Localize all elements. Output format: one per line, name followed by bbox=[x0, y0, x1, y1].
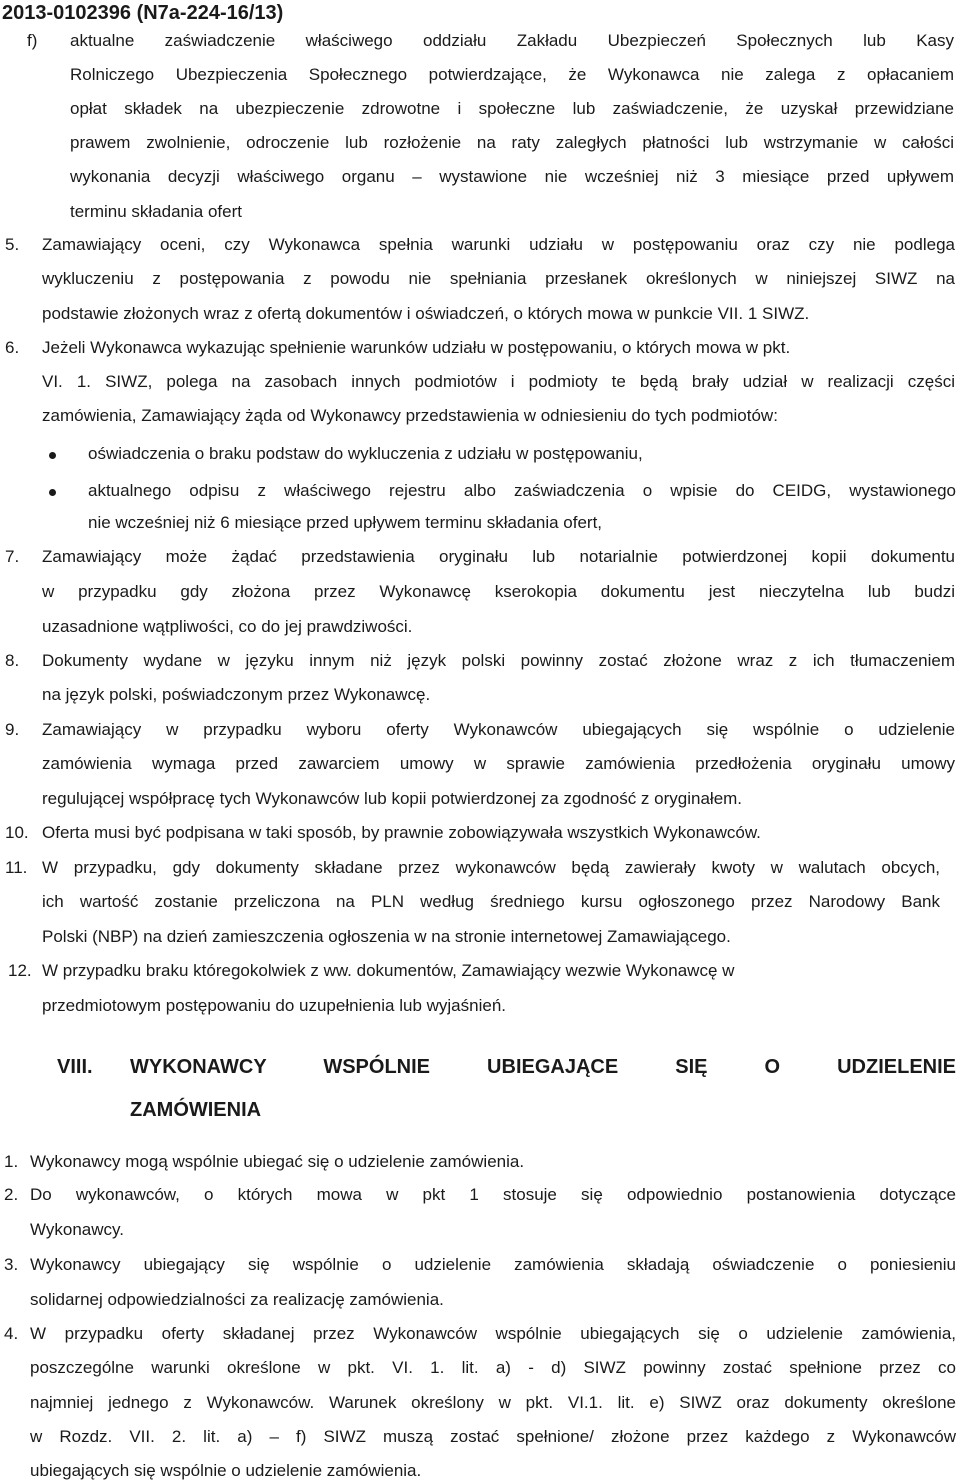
text-line: Oferta musi być podpisana w taki sposób, by prawnie zobowiązywała wszystkich Wykonawców. bbox=[42, 823, 761, 842]
text-line: W przypadku, gdy dokumenty składane przez wykonawców będą zawierały kwoty w walutach obcych, bbox=[42, 858, 940, 877]
text-line: Jeżeli Wykonawca wykazując spełnienie warunków udziału w postępowaniu, o których mowa w pkt. bbox=[42, 338, 791, 357]
bullet-icon bbox=[49, 489, 56, 496]
list-marker: 8. bbox=[5, 651, 20, 670]
text-line: nie wcześniej niż 6 miesiące przed upływem terminu składania ofert, bbox=[88, 513, 603, 532]
list-marker: 6. bbox=[5, 338, 20, 357]
text-line: uzasadnione wątpliwości, co do jej prawdziwości. bbox=[42, 617, 413, 636]
text-line: Dokumenty wydane w języku innym niż język polski powinny zostać złożone wraz z ich tłumaczeniem bbox=[42, 651, 955, 670]
text-line: Wykonawcy ubiegający się wspólnie o udzielenie zamówienia składają oświadczenie o poniesieniu bbox=[30, 1255, 956, 1274]
text-line: W przypadku oferty składanej przez Wykonawców wspólnie ubiegających się o udzielenie zamówienia, bbox=[30, 1324, 956, 1343]
text-line: Rolniczego Ubezpieczenia Społecznego potwierdzające, że Wykonawca nie zalega z opłacaniem bbox=[70, 65, 954, 84]
text-line: terminu składania ofert bbox=[70, 202, 242, 221]
text-line: aktualne zaświadczenie właściwego oddziału Zakładu Ubezpieczeń Społecznych lub Kasy bbox=[70, 31, 954, 50]
page-header: 2013-0102396 (N7a-224-16/13) bbox=[2, 2, 284, 24]
text-line: na język polski, poświadczonym przez Wykonawcę. bbox=[42, 685, 431, 704]
text-line: w Rozdz. VII. 2. lit. a) – f) SIWZ muszą zostać spełnione/ złożone przez każdego z Wykonawców bbox=[30, 1427, 956, 1446]
list-marker: 12. bbox=[8, 961, 32, 980]
list-marker: f) bbox=[27, 31, 38, 50]
text-line: zamówienia, Zamawiający żąda od Wykonawcy przedstawienia w odniesieniu do tych podmiotów: bbox=[42, 406, 778, 425]
text-line: przedmiotowym postępowaniu do uzupełnienia lub wyjaśnień. bbox=[42, 996, 506, 1015]
text-line: Wykonawcy mogą wspólnie ubiegać się o udzielenie zamówienia. bbox=[30, 1152, 525, 1171]
section-title-line: WYKONAWCY WSPÓLNIE UBIEGAJĄCE SIĘ O UDZIELENIE bbox=[130, 1056, 956, 1078]
text-line: Zamawiający w przypadku wyboru oferty Wykonawców ubiegających się wspólnie o udzielenie bbox=[42, 720, 955, 739]
text-line: podstawie złożonych wraz z ofertą dokumentów i oświadczeń, o których mowa w punkcie VII. 1 SIWZ. bbox=[42, 304, 810, 323]
text-line: najmniej jednego z Wykonawców. Warunek określony w pkt. VI.1. lit. e) SIWZ oraz dokumenty określone bbox=[30, 1393, 956, 1412]
list-marker: 9. bbox=[5, 720, 20, 739]
list-marker: 1. bbox=[4, 1152, 19, 1171]
text-line: prawem zwolnienie, odroczenie lub rozłożenie na raty zaległych płatności lub wstrzymanie w całości bbox=[70, 133, 954, 152]
list-marker: 3. bbox=[4, 1255, 19, 1274]
text-line: Do wykonawców, o których mowa w pkt 1 stosuje się odpowiednio postanowienia dotyczące bbox=[30, 1185, 956, 1204]
text-line: solidarnej odpowiedzialności za realizację zamówienia. bbox=[30, 1290, 444, 1309]
text-line: w przypadku gdy złożona przez Wykonawcę kserokopia dokumentu jest nieczytelna lub budzi bbox=[42, 582, 955, 601]
text-line: W przypadku braku któregokolwiek z ww. dokumentów, Zamawiający wezwie Wykonawcę w bbox=[42, 961, 735, 980]
text-line: wykonania decyzji właściwego organu – wystawione nie wcześniej niż 3 miesiące przed upływem bbox=[70, 167, 954, 186]
bullet-icon bbox=[49, 452, 56, 459]
list-marker: 7. bbox=[5, 547, 20, 566]
list-marker: 4. bbox=[4, 1324, 19, 1343]
text-line: regulującej współpracę tych Wykonawców lub kopii potwierdzonej za zgodność z oryginałem. bbox=[42, 789, 743, 808]
text-line: poszczególne warunki określone w pkt. VI. 1. lit. a) - d) SIWZ powinny zostać spełnione przez co bbox=[30, 1358, 956, 1377]
text-line: opłat składek na ubezpieczenie zdrowotne i społeczne lub zaświadczenie, że uzyskał przewidziane bbox=[70, 99, 954, 118]
text-line: Zamawiający oceni, czy Wykonawca spełnia warunki udziału w postępowaniu oraz czy nie podlega bbox=[42, 235, 955, 254]
list-marker: 2. bbox=[4, 1185, 19, 1204]
text-line: oświadczenia o braku podstaw do wykluczenia z udziału w postępowaniu, bbox=[88, 444, 643, 463]
text-line: VI. 1. SIWZ, polega na zasobach innych podmiotów i podmioty te będą brały udział w realizacji części bbox=[42, 372, 955, 391]
list-marker: 11. bbox=[5, 858, 28, 877]
text-line: Wykonawcy. bbox=[30, 1220, 124, 1239]
list-marker: 10. bbox=[5, 823, 29, 842]
text-line: Zamawiający może żądać przedstawienia oryginału lub notarialnie potwierdzonej kopii dokumentu bbox=[42, 547, 955, 566]
text-line: zamówienia wymaga przed zawarciem umowy w sprawie zamówienia przedłożenia oryginału umowy bbox=[42, 754, 955, 773]
section-title-line: ZAMÓWIENIA bbox=[130, 1099, 262, 1121]
text-line: ubiegających się wspólnie o udzielenie zamówienia. bbox=[30, 1461, 422, 1480]
text-line: Polski (NBP) na dzień zamieszczenia ogłoszenia w na stronie internetowej Zamawiającego. bbox=[42, 927, 731, 946]
list-marker: 5. bbox=[5, 235, 20, 254]
text-line: wykluczeniu z postępowania z powodu nie spełniania przesłanek określonych w niniejszej SIWZ na bbox=[42, 269, 955, 288]
section-number: VIII. bbox=[57, 1056, 93, 1078]
text-line: aktualnego odpisu z właściwego rejestru albo zaświadczenia o wpisie do CEIDG, wystawionego bbox=[88, 481, 956, 500]
text-line: ich wartość zostanie przeliczona na PLN według średniego kursu ogłoszonego przez Narodowy Bank bbox=[42, 892, 940, 911]
